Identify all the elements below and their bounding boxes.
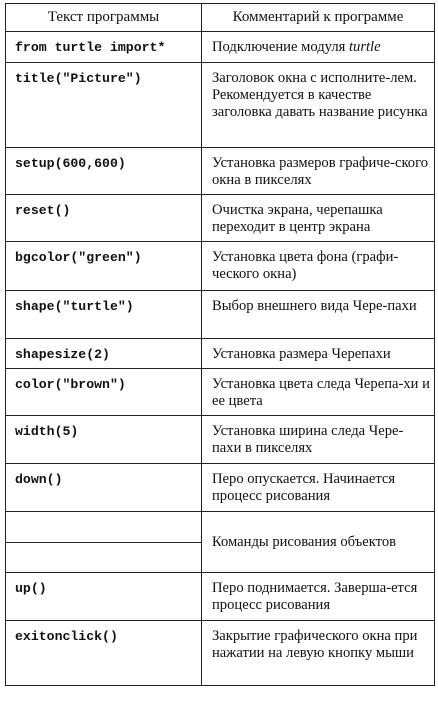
code-cell — [6, 291, 202, 339]
code-cell — [6, 416, 202, 464]
header-code: Текст программы — [6, 4, 202, 32]
table-row — [6, 32, 435, 63]
table-row — [6, 291, 435, 339]
code-text: reset() — [15, 203, 71, 218]
comment-text: Закрытие графического окна при нажатии на левую кнопку мыши — [212, 628, 418, 661]
table-row — [6, 339, 435, 369]
comment-text: Перо поднимается. Заверша-ется процесс рисования — [212, 580, 418, 613]
comment-text: Выбор внешнего вида Чере-пахи — [212, 298, 417, 314]
comment-cell — [202, 291, 435, 339]
comment-text: Установка цвета следа Черепа-хи и ее цвета — [212, 376, 430, 409]
comment-text-prefix: Подключение модуля — [212, 39, 349, 55]
comment-cell — [202, 32, 435, 63]
comment-cell — [202, 242, 435, 291]
comment-text: Заголовок окна с исполните-лем. Рекомендуется в качестве заголовка давать название рисунка — [212, 70, 428, 120]
turtle-commands-table — [5, 3, 435, 686]
code-cell — [6, 32, 202, 63]
comment-text: Установка размеров графиче-ского окна в пикселях — [212, 155, 429, 188]
comment-text: Перо опускается. Начинается процесс рисования — [212, 471, 396, 504]
comment-cell — [202, 63, 435, 148]
code-cell — [6, 573, 202, 621]
code-text: setup(600,600) — [15, 156, 126, 171]
comment-cell — [202, 416, 435, 464]
code-text: shapesize(2) — [15, 347, 110, 362]
comment-cell — [202, 195, 435, 242]
code-text: bgcolor("green") — [15, 250, 142, 265]
empty-code-line — [6, 542, 201, 573]
code-cell — [6, 339, 202, 369]
comment-cell — [202, 148, 435, 195]
table-row — [6, 369, 435, 416]
code-text: up() — [15, 581, 47, 596]
comment-cell — [202, 339, 435, 369]
comment-cell — [202, 464, 435, 512]
code-cell-empty — [6, 512, 202, 573]
comment-text: Установка цвета фона (графи-ческого окна) — [212, 249, 399, 282]
code-text: color("brown") — [15, 377, 126, 392]
code-text: exitonclick() — [15, 629, 118, 644]
comment-text: Очистка экрана, черепашка переходит в центр экрана — [212, 202, 383, 235]
table-row — [6, 63, 435, 148]
table-row — [6, 148, 435, 195]
code-text: down() — [15, 472, 63, 487]
code-cell — [6, 464, 202, 512]
code-cell — [6, 195, 202, 242]
code-text: width(5) — [15, 424, 79, 439]
comment-text: Установка ширина следа Чере-пахи в пикселях — [212, 423, 404, 456]
code-cell — [6, 148, 202, 195]
table-row — [6, 573, 435, 621]
comment-text: Установка размера Черепахи — [212, 346, 391, 362]
comment-text: Команды рисования объектов — [212, 533, 397, 550]
header-comment: Комментарий к программе — [202, 4, 435, 32]
table-row — [6, 416, 435, 464]
code-text: title("Picture") — [15, 71, 142, 86]
empty-code-line — [6, 512, 201, 542]
code-cell-split — [6, 512, 201, 572]
comment-cell — [202, 621, 435, 686]
comment-cell — [202, 573, 435, 621]
table-row — [6, 621, 435, 686]
code-cell — [6, 242, 202, 291]
code-cell — [6, 63, 202, 148]
table-row — [6, 195, 435, 242]
code-cell — [6, 621, 202, 686]
table-header-row — [6, 4, 435, 32]
comment-text — [202, 32, 434, 61]
module-name: turtle — [348, 39, 381, 55]
code-text: from turtle import* — [15, 40, 166, 55]
table-row — [6, 512, 435, 573]
comment-cell — [202, 512, 435, 573]
code-cell — [6, 369, 202, 416]
table-row — [6, 242, 435, 291]
table-row — [6, 464, 435, 512]
code-text: shape("turtle") — [15, 299, 134, 314]
comment-cell — [202, 369, 435, 416]
